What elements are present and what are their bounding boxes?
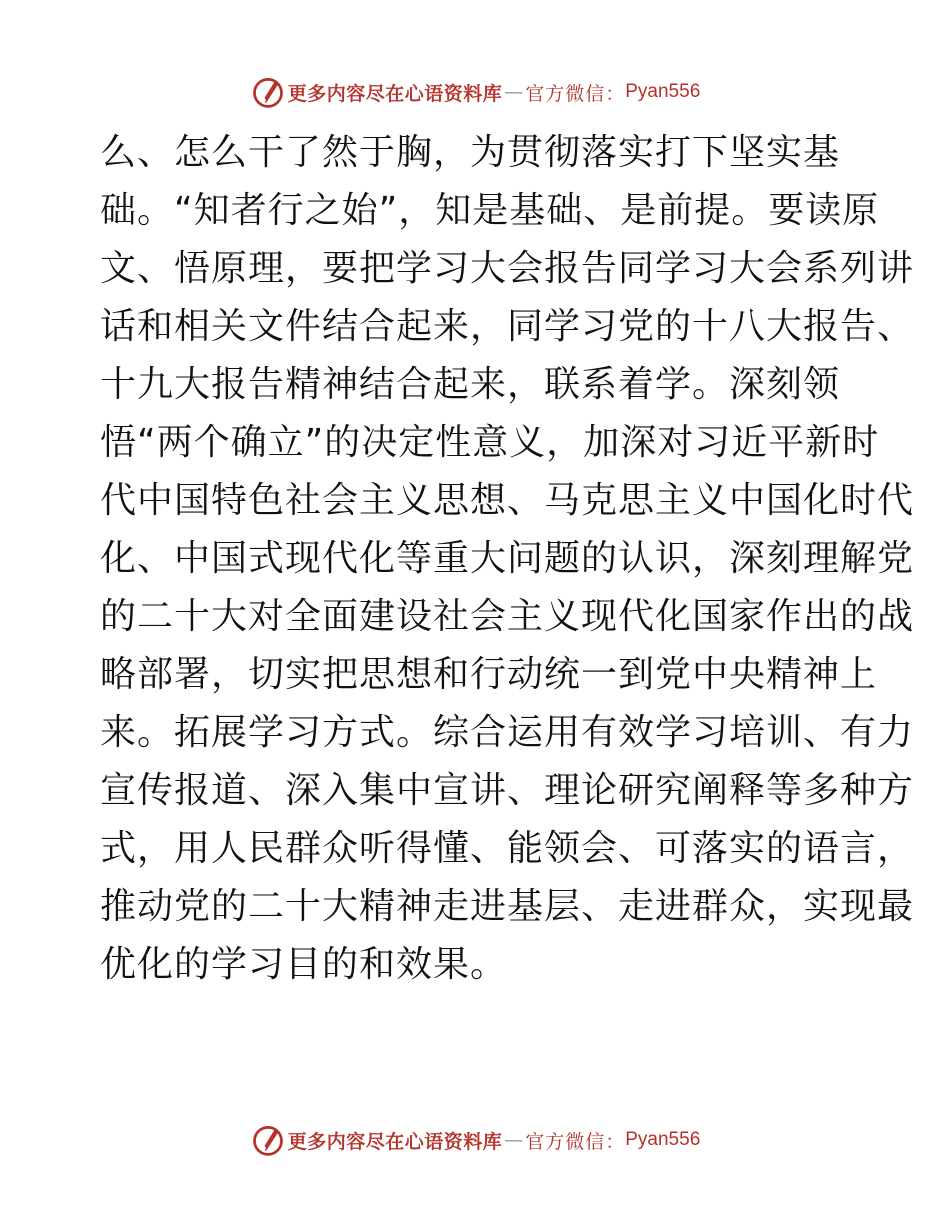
watermark-dash: — bbox=[504, 81, 524, 103]
body-line: 来。拓展学习方式。综合运用有效学习培训、有力 bbox=[100, 712, 915, 753]
body-line: 优化的学习目的和效果。 bbox=[100, 944, 508, 985]
watermark-brand: 更多内容尽在心语资料库 bbox=[287, 1130, 503, 1153]
body-line: 十九大报告精神结合起来，联系着学。深刻领 bbox=[100, 364, 841, 405]
body-line: 文、悟原理，要把学习大会报告同学习大会系列讲 bbox=[100, 248, 915, 289]
body-line: 宣传报道、深入集中宣讲、理论研究阐释等多种方 bbox=[100, 770, 915, 811]
body-line: 代中国特色社会主义思想、马克思主义中国化时代 bbox=[100, 480, 915, 521]
body-line: 略部署，切实把思想和行动统一到党中央精神上 bbox=[100, 654, 878, 695]
body-line: 么、怎么干了然于胸，为贯彻落实打下坚实基 bbox=[100, 132, 841, 173]
body-line: 础。“知者行之始”，知是基础、是前提。要读原 bbox=[100, 190, 880, 231]
body-line: 悟“两个确立”的决定性意义，加深对习近平新时 bbox=[100, 422, 880, 463]
watermark-brand: 更多内容尽在心语资料库 bbox=[287, 82, 503, 105]
body-line: 话和相关文件结合起来，同学习党的十八大报告、 bbox=[100, 306, 915, 347]
quill-pen-logo-icon bbox=[250, 74, 286, 110]
body-line: 推动党的二十大精神走进基层、走进群众，实现最 bbox=[100, 886, 915, 927]
watermark-wechat-id: Pyan556 bbox=[625, 1129, 701, 1150]
document-body bbox=[100, 124, 915, 994]
header-watermark bbox=[0, 72, 950, 112]
watermark-wechat-id: Pyan556 bbox=[625, 81, 701, 102]
watermark-dash: — bbox=[504, 1129, 524, 1151]
watermark-wechat-label: 官方微信： bbox=[525, 82, 626, 105]
quill-pen-logo-icon bbox=[250, 1122, 286, 1158]
watermark-wechat-label: 官方微信： bbox=[525, 1130, 626, 1153]
body-line: 式，用人民群众听得懂、能领会、可落实的语言， bbox=[100, 828, 915, 869]
body-line: 的二十大对全面建设社会主义现代化国家作出的战 bbox=[100, 596, 915, 637]
body-line: 化、中国式现代化等重大问题的认识，深刻理解党 bbox=[100, 538, 915, 579]
footer-watermark bbox=[0, 1120, 950, 1160]
